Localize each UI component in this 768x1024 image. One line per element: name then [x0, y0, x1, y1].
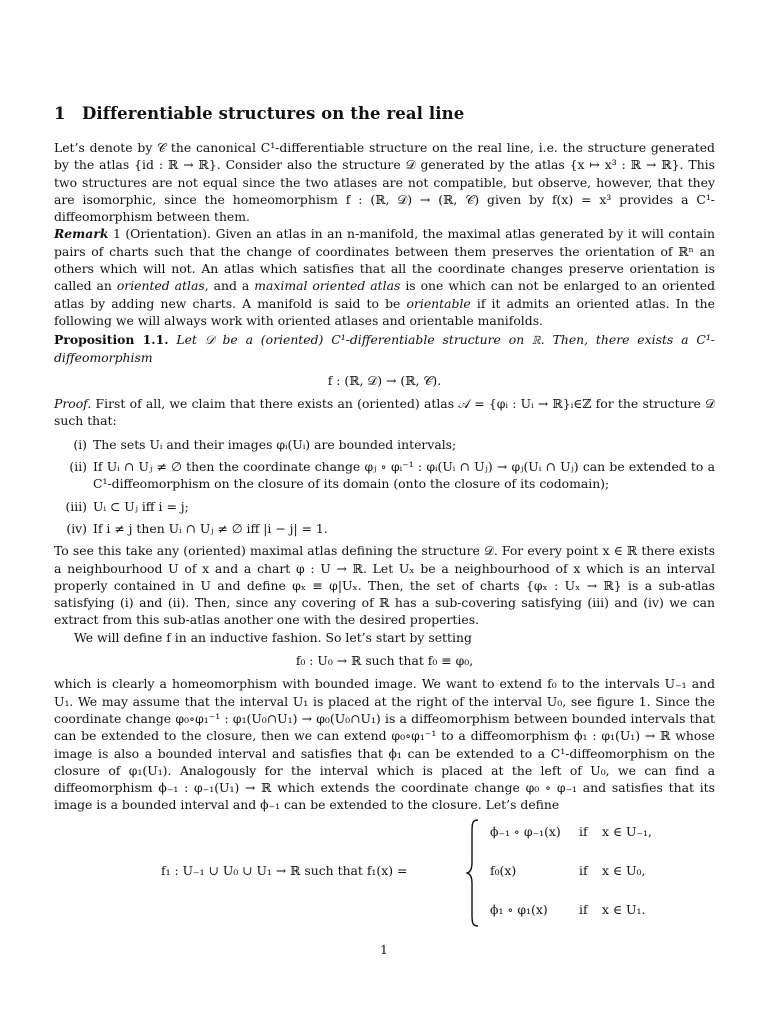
piecewise-expression: ϕ₁ ∘ φ₁(x) [490, 901, 548, 917]
proof-label: Proof. [54, 396, 92, 412]
list-item-label: (ii) [69, 459, 87, 475]
remark-emphasis-2: maximal oriented atlas [254, 278, 401, 294]
intro-paragraph: Let’s denote by 𝒞 the canonical C¹-differentiable structure on the real line, i.e. the structure generated by the atlas {id : ℝ → ℝ}. Consider also the structure 𝒟 generated by the atlas {x ↦ x³ : ℝ → ℝ}. This two structures are not equal since the two atlases are not compatible, but observe, however, that they are isomorphic, since the homeomorphism f : (ℝ, 𝒟) → (ℝ, 𝒞) given by f(x) = x³ provides a C¹-diffeomorphism between them. [54, 140, 715, 225]
list-item-label: (iii) [65, 498, 87, 514]
proof-opening-paragraph [54, 395, 715, 430]
proposition-paragraph [54, 331, 715, 366]
list-item-text: If i ≠ j then Uᵢ ∩ Uⱼ ≠ ∅ iff |i − j| = 1. [93, 520, 328, 536]
list-item-text: If Uᵢ ∩ Uⱼ ≠ ∅ then the coordinate change φⱼ ∘ φᵢ⁻¹ : φᵢ(Uᵢ ∩ Uⱼ) → φⱼ(Uᵢ ∩ Uⱼ) can be extended to a C¹-diffeomorphism on the closure of its domain (onto the closure of its codomain); [93, 459, 715, 492]
proposition-display-equation: f : (ℝ, 𝒟) → (ℝ, 𝒞). [327, 372, 442, 388]
piecewise-expression: ϕ₋₁ ∘ φ₋₁(x) [490, 823, 561, 839]
list-item [54, 458, 715, 493]
left-brace-icon [466, 818, 480, 928]
remark-number: 1 [112, 226, 121, 242]
remark-text-4: if it admits an oriented atlas. In the following we will always work with oriented atlases and orientable manifolds. [54, 295, 715, 328]
proposition-label: Proposition 1.1. [54, 332, 169, 348]
page-number: 1 [380, 942, 388, 957]
list-item-text: The sets Uᵢ and their images φᵢ(Uᵢ) are bounded intervals; [93, 436, 457, 452]
section-title-text: Differentiable structures on the real line [82, 104, 465, 123]
proof-opening-text: First of all, we claim that there exists an (oriented) atlas 𝒜 = {φᵢ : Uᵢ → ℝ}ᵢ∈ℤ for the structure 𝒟 such that: [54, 396, 715, 429]
proof-paragraph-1: To see this take any (oriented) maximal atlas defining the structure 𝒟. For every point x ∈ ℝ there exists a neighbourhood U of x and a chart φ : U → ℝ. Let Uₓ be a neighbourhood of x which is an interval properly contained in U and define φₓ ≡ φ|Uₓ. Then, the set of charts {φₓ : Uₓ → ℝ} is a sub-atlas satisfying (i) and (ii). Then, since any covering of ℝ has a sub-covering satisfying (iii) and (iv) we can extract from this sub-atlas another one with the desired properties. [54, 543, 715, 628]
remark-emphasis-1: oriented atlas [116, 278, 205, 294]
proof-paragraph-3: which is clearly a homeomorphism with bounded image. We want to extend f₀ to the intervals U₋₁ and U₁. We may assume that the interval U₁ is placed at the right of the interval U₀, see figure 1. Since the coordinate change φ₀∘φ₁⁻¹ : φ₁(U₀∩U₁) → φ₀(U₀∩U₁) is a diffeomorphism between bounded intervals that can be extended to the closure, then we can extend φ₀∘φ₁⁻¹ to a diffeomorphism ϕ₁ : φ₁(U₁) → ℝ whose image is also a bounded interval and satisfies that ϕ₁ can be extended to a C¹-diffeomorphism on the closure of φ₁(U₁). Analogously for the interval which is placed at the left of U₀, we can find a diffeomorphism ϕ₋₁ : φ₋₁(U₁) → ℝ which extends the coordinate change φ₀ ∘ φ₋₁ and satisfies that its image is a bounded interval and ϕ₋₁ can be extended to the closure. Let’s define [54, 676, 715, 813]
piecewise-expression: f₀(x) [490, 862, 517, 878]
piecewise-if: if [579, 823, 588, 839]
piecewise-condition: x ∈ U₀, [602, 862, 646, 878]
remark-paragraph [54, 225, 715, 329]
list-item-text: Uᵢ ⊂ Uⱼ iff i = j; [93, 498, 189, 514]
claim-list [54, 436, 715, 537]
section-title [54, 104, 715, 123]
remark-text-1: (Orientation). Given an atlas in an n-manifold, the maximal atlas generated by it will contain pairs of charts such that the change of coordinates between them preserves the orientation of ℝⁿ an others which will not. An atlas which satisfies that all the coordinate changes preserve orientation is called an [54, 226, 715, 294]
paper-page [54, 104, 715, 928]
list-item [54, 436, 715, 453]
piecewise-definition [54, 818, 715, 928]
piecewise-condition: x ∈ U₋₁, [602, 823, 652, 839]
section-number: 1 [54, 104, 66, 123]
list-item-label: (iv) [66, 520, 87, 536]
list-item-label: (i) [73, 436, 87, 452]
remark-text-2: , and a [204, 278, 255, 294]
remark-emphasis-3: orientable [406, 295, 471, 311]
remark-label: Remark [54, 226, 109, 242]
list-item [54, 498, 715, 515]
proof-paragraph-2: We will define f in an inductive fashion. So let’s start by setting [74, 629, 472, 645]
piecewise-if: if [579, 862, 588, 878]
piecewise-lhs: f₁ : U₋₁ ∪ U₀ ∪ U₁ → ℝ such that f₁(x) = [161, 862, 408, 878]
list-item [54, 520, 715, 537]
proposition-statement: Let 𝒟 be a (oriented) C¹-differentiable structure on ℝ. Then, there exists a C¹-diffeomorphism [54, 332, 715, 365]
f0-display-equation: f₀ : U₀ → ℝ such that f₀ ≡ φ₀, [295, 653, 474, 669]
remark-text-3: is one which can not be enlarged to an oriented atlas by adding new charts. A manifold is said to be [54, 278, 715, 311]
piecewise-if: if [579, 901, 588, 917]
piecewise-condition: x ∈ U₁. [602, 901, 646, 917]
